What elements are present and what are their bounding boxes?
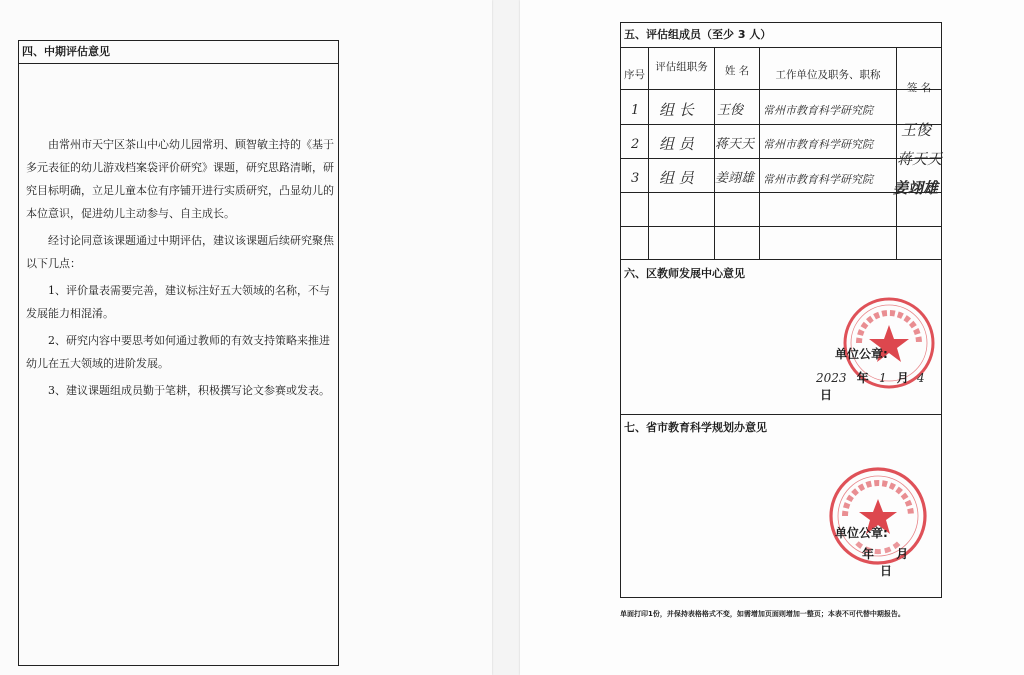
member-3-unit: 常州市教育科学研究院 — [763, 173, 873, 186]
provincial-date — [862, 545, 941, 579]
district-date-year-label: 年 — [856, 371, 869, 385]
provincial-seal-label: 单位公章: — [835, 526, 888, 540]
provincial-date-month-label: 月 — [896, 547, 909, 561]
midterm-opinion-text — [26, 133, 334, 406]
member-1-name: 王俊 — [717, 103, 744, 118]
right-page — [520, 0, 1024, 675]
section-title-district: 六、区教师发展中心意见 — [624, 267, 745, 280]
member-3-signature: 姜翊雄 — [893, 179, 939, 197]
table-row-divider — [621, 124, 941, 125]
section-title-midterm: 四、中期评估意见 — [19, 41, 338, 64]
member-1-role: 组 长 — [659, 101, 694, 119]
member-2-unit: 常州市教育科学研究院 — [763, 138, 873, 151]
member-2-role: 组 员 — [659, 135, 694, 153]
evaluation-form-frame — [620, 22, 942, 598]
header-sign: 签 名 — [906, 82, 932, 94]
header-role: 评估组职务 — [655, 61, 708, 73]
header-name: 姓 名 — [724, 65, 750, 77]
section-divider — [621, 259, 941, 260]
member-1-unit: 常州市教育科学研究院 — [763, 104, 873, 117]
member-1-signature: 王俊 — [901, 121, 932, 139]
table-row-divider — [621, 226, 941, 227]
midterm-opinion-frame — [18, 40, 339, 666]
district-date — [816, 369, 941, 403]
paragraph-point-1: 1、评价量表需要完善，建议标注好五大领域的名称，不与发展能力相混淆。 — [26, 284, 330, 320]
left-page — [0, 0, 492, 675]
district-date-day-label: 日 — [820, 388, 833, 402]
provincial-date-day-label: 日 — [880, 564, 893, 578]
member-3-index: 3 — [631, 171, 640, 186]
header-unit: 工作单位及职务、职称 — [775, 69, 881, 81]
district-date-month-label: 月 — [896, 371, 909, 385]
section-title-provincial: 七、省市教育科学规划办意见 — [624, 421, 767, 434]
table-header-divider — [621, 89, 941, 90]
member-2-signature: 蒋天天 — [897, 150, 943, 168]
member-1-index: 1 — [631, 103, 640, 118]
paragraph-intro: 经讨论同意该课题通过中期评估，建议该课题后续研究聚焦以下几点： — [26, 234, 334, 270]
member-3-role: 组 员 — [659, 169, 694, 187]
table-col-divider — [648, 47, 649, 259]
footer-note: 单面打印1份，并保持表格格式不变，如需增加页面则增加一整页；本表不可代替中期报告。 — [620, 610, 905, 618]
member-2-name: 蒋天天 — [715, 137, 755, 152]
header-index: 序号 — [624, 69, 645, 81]
provincial-date-year-label: 年 — [862, 547, 875, 561]
member-2-index: 2 — [631, 137, 640, 152]
section-title-members: 五、评估组成员（至少 3 人） — [621, 23, 941, 48]
district-date-year: 2023 — [816, 371, 847, 385]
paragraph-summary: 由常州市天宁区茶山中心幼儿园常玥、顾智敏主持的《基于多元表征的幼儿游戏档案袋评价研究》课题，研究思路清晰，研究目标明确，立足儿童本位有序铺开进行实质研究，凸显幼儿的本位意识，促进幼儿主动参与、自主成长。 — [26, 138, 334, 220]
paragraph-point-3: 3、建议课题组成员勤于笔耕，积极撰写论文参赛或发表。 — [48, 384, 330, 397]
section-divider — [621, 414, 941, 415]
table-row-divider — [621, 158, 941, 159]
district-date-day: 4 — [916, 371, 925, 385]
paragraph-point-2: 2、研究内容中要思考如何通过教师的有效支持策略来推进幼儿在五大领域的进阶发展。 — [26, 334, 330, 370]
member-3-name: 姜翊雄 — [715, 171, 755, 186]
table-col-divider — [714, 47, 715, 259]
district-seal-label: 单位公章: — [835, 347, 888, 361]
district-date-month: 1 — [878, 371, 887, 385]
